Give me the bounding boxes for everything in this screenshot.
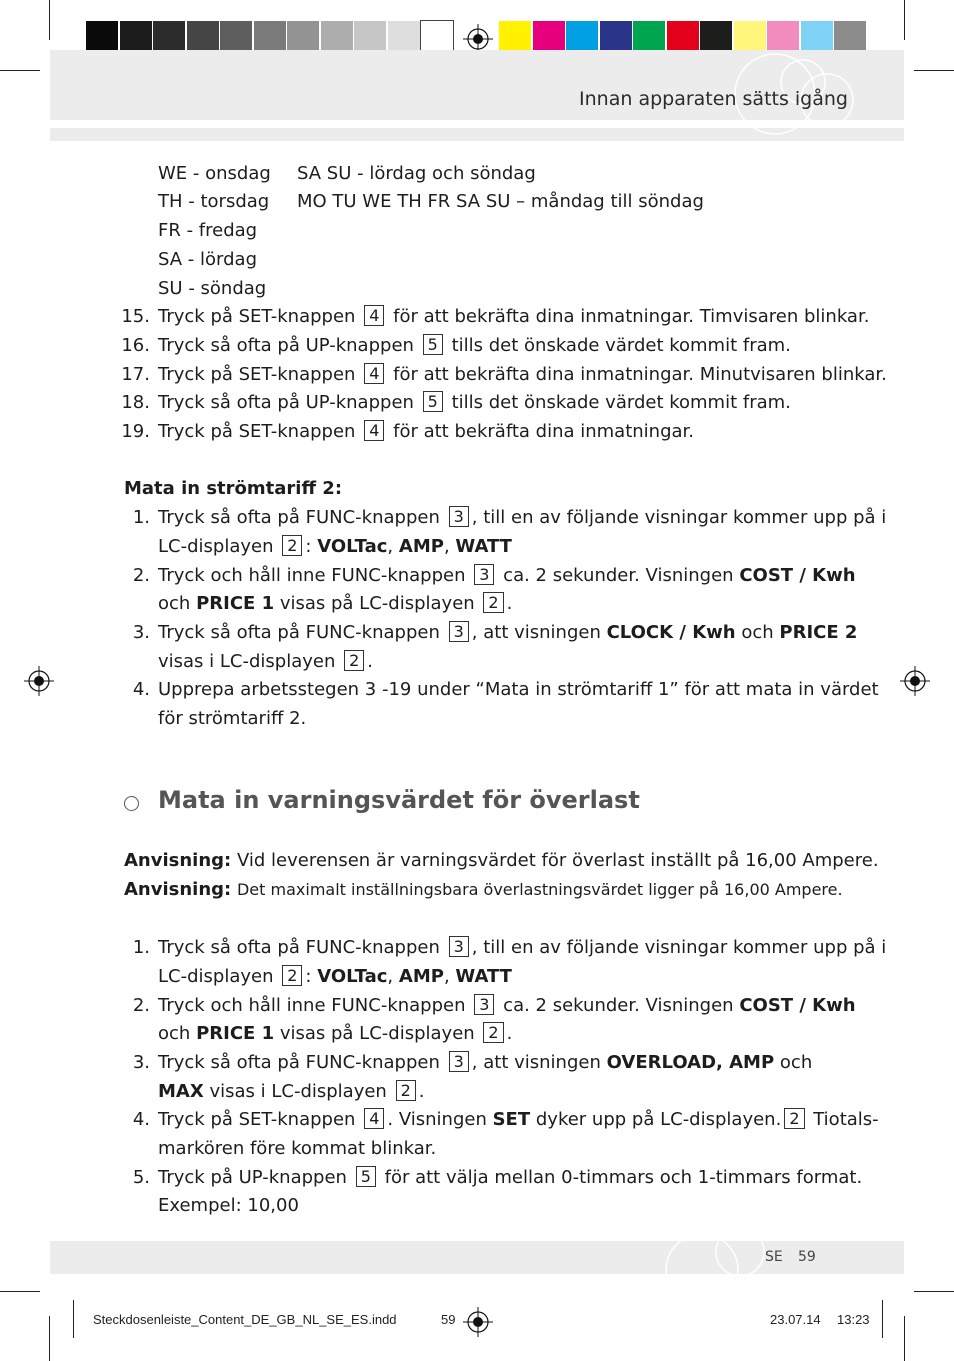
step-text: LC-displayen (158, 536, 274, 557)
step-number: 4. (132, 1109, 150, 1130)
step-text: LC-displayen (158, 966, 274, 987)
circle-bullet-icon (124, 796, 139, 811)
print-date: 23.07.14 (770, 1312, 821, 1327)
display-keyword: CLOCK / Kwh (606, 622, 736, 643)
file-name: Steckdosenleiste_Content_DE_GB_NL_SE_ES.indd (93, 1312, 397, 1327)
step-text: . Visningen (387, 1109, 487, 1130)
step-text: Exempel: 10,00 (158, 1195, 299, 1216)
day-item: SU - söndag (158, 278, 267, 299)
display-keyword: PRICE 2 (779, 622, 858, 643)
step-text: ca. 2 sekunder. Visningen (503, 995, 734, 1016)
reference-box: 2 (784, 1108, 804, 1129)
step-text: markören före kommat blinkar. (158, 1138, 437, 1159)
decorative-circles-icon (660, 1222, 770, 1277)
reference-box: 2 (282, 965, 302, 986)
step-text: dyker upp på LC-displayen. (535, 1109, 782, 1130)
section-heading: Mata in strömtariff 2: (124, 478, 343, 499)
registration-mark-icon (24, 666, 54, 696)
reference-box: 4 (364, 420, 384, 441)
day-item: SA - lördag (158, 249, 257, 270)
step-text: för att välja mellan 0-timmars och 1-timmars format. (384, 1167, 863, 1188)
crop-mark (49, 1316, 50, 1361)
step-text: visas på LC-displayen (279, 1023, 475, 1044)
display-keyword: PRICE 1 (196, 593, 275, 614)
step-number: 15. (121, 306, 150, 327)
section-title: Mata in varningsvärdet för överlast (158, 786, 640, 814)
step-text: Tryck så ofta på FUNC-knappen (158, 937, 440, 958)
reference-box: 2 (483, 592, 503, 613)
step-text: Tryck så ofta på FUNC-knappen (158, 1052, 440, 1073)
reference-box: 2 (282, 535, 302, 556)
step-text: visas på LC-displayen (279, 593, 475, 614)
step-text: , att visningen (471, 622, 601, 643)
step-number: 16. (121, 335, 150, 356)
step-number: 3. (132, 1052, 150, 1073)
reference-box: 5 (423, 334, 443, 355)
step-text: visas i LC-displayen (158, 651, 336, 672)
step-text: Tryck på SET-knappen (158, 306, 356, 327)
step-text: Tryck så ofta på FUNC-knappen (158, 622, 440, 643)
display-keyword: WATT (455, 966, 512, 987)
print-time: 13:23 (837, 1312, 870, 1327)
step-text: ca. 2 sekunder. Visningen (503, 565, 734, 586)
step-text: och (158, 1023, 191, 1044)
step-number: 2. (132, 565, 150, 586)
reference-box: 3 (474, 994, 494, 1015)
reference-box: 3 (449, 1051, 469, 1072)
display-keyword: VOLTac (317, 536, 388, 557)
separator: , (443, 966, 450, 987)
crop-mark (0, 70, 40, 71)
step-number: 1. (132, 507, 150, 528)
step-text: , till en av följande visningar kommer upp på i (471, 937, 887, 958)
step-text: . (367, 651, 374, 672)
step-text: och (779, 1052, 813, 1073)
step-text: . (506, 1023, 513, 1044)
display-keyword: WATT (455, 536, 512, 557)
day-item: MO TU WE TH FR SA SU – måndag till söndag (297, 191, 704, 212)
reference-box: 4 (364, 363, 384, 384)
crop-mark (0, 1291, 40, 1292)
day-item: TH - torsdag (158, 191, 270, 212)
reference-box: 3 (449, 936, 469, 957)
note-label: Anvisning: (124, 879, 232, 900)
display-keyword: MAX (158, 1081, 204, 1102)
reference-box: 5 (423, 391, 443, 412)
step-text: Tiotals- (813, 1109, 879, 1130)
step-text: Tryck på UP-knappen (158, 1167, 347, 1188)
crop-mark (882, 1300, 883, 1338)
step-number: 4. (132, 679, 150, 700)
step-text: för att bekräfta dina inmatningar. Minutvisaren blinkar. (393, 364, 887, 385)
step-text: visas i LC-displayen (209, 1081, 387, 1102)
step-text: för strömtariff 2. (158, 708, 307, 729)
reference-box: 2 (483, 1022, 503, 1043)
step-text: tills det önskade värdet kommit fram. (451, 335, 791, 356)
crop-mark (904, 1316, 905, 1361)
reference-box: 2 (344, 650, 364, 671)
header-title: Innan apparaten sätts igång (579, 88, 848, 110)
step-text: och (741, 622, 774, 643)
step-number: 17. (121, 364, 150, 385)
step-text: Upprepa arbetsstegen 3 -19 under “Mata in strömtariff 1” för att mata in värdet (158, 679, 879, 700)
display-keyword: AMP (398, 966, 444, 987)
step-text: Tryck på SET-knappen (158, 1109, 356, 1130)
note (124, 878, 843, 902)
reference-box: 3 (474, 564, 494, 585)
reference-box: 5 (356, 1166, 376, 1187)
step-text: Tryck så ofta på UP-knappen (158, 392, 414, 413)
note-label: Anvisning: (124, 850, 232, 871)
step-text: Tryck och håll inne FUNC-knappen (158, 995, 466, 1016)
display-keyword: VOLTac (317, 966, 388, 987)
reference-box: 3 (449, 621, 469, 642)
separator: , (443, 536, 450, 557)
separator: : (305, 536, 312, 557)
reference-box: 4 (364, 305, 384, 326)
step-number: 19. (121, 421, 150, 442)
crop-mark (914, 70, 954, 71)
display-keyword: AMP (398, 536, 444, 557)
step-text: tills det önskade värdet kommit fram. (451, 392, 791, 413)
step-text: för att bekräfta dina inmatningar. (393, 421, 695, 442)
step-text: Tryck och håll inne FUNC-knappen (158, 565, 466, 586)
crop-mark (914, 1291, 954, 1292)
display-keyword: PRICE 1 (196, 1023, 275, 1044)
step-text: Tryck så ofta på UP-knappen (158, 335, 414, 356)
reference-box: 3 (449, 506, 469, 527)
day-item: WE - onsdag (158, 163, 271, 184)
note (124, 849, 879, 873)
step-text: , till en av följande visningar kommer upp på i (471, 507, 887, 528)
separator: , (387, 966, 394, 987)
step-text: Tryck på SET-knappen (158, 364, 356, 385)
step-text: Tryck så ofta på FUNC-knappen (158, 507, 440, 528)
separator: , (387, 536, 394, 557)
crop-mark (904, 0, 905, 40)
step-text: för att bekräfta dina inmatningar. Timvisaren blinkar. (393, 306, 870, 327)
language-code: SE (765, 1249, 783, 1265)
step-number: 3. (132, 622, 150, 643)
file-page: 59 (441, 1312, 456, 1327)
step-number: 1. (132, 937, 150, 958)
reference-box: 2 (396, 1080, 416, 1101)
step-text: . (506, 593, 513, 614)
note-text: Vid leverensen är varningsvärdet för överlast inställt på 16,00 Ampere. (236, 850, 879, 871)
step-text: . (418, 1081, 425, 1102)
step-number: 5. (132, 1167, 150, 1188)
separator: : (305, 966, 312, 987)
display-keyword: SET (492, 1109, 531, 1130)
step-number: 2. (132, 995, 150, 1016)
reference-box: 4 (364, 1108, 384, 1129)
registration-mark-icon (900, 666, 930, 696)
day-item: FR - fredag (158, 220, 258, 241)
page-number: 59 (798, 1249, 816, 1265)
step-text: , att visningen (471, 1052, 601, 1073)
display-keyword: COST / Kwh (739, 995, 856, 1016)
display-keyword: COST / Kwh (739, 565, 856, 586)
display-keyword: OVERLOAD, AMP (606, 1052, 775, 1073)
crop-mark (73, 1300, 74, 1338)
registration-mark-icon (463, 1307, 493, 1337)
step-text: och (158, 593, 191, 614)
step-text: Tryck på SET-knappen (158, 421, 356, 442)
day-item: SA SU - lördag och söndag (297, 163, 536, 184)
step-number: 18. (121, 392, 150, 413)
note-text: Det maximalt inställningsbara överlastningsvärdet ligger på 16,00 Ampere. (236, 880, 843, 899)
crop-mark (49, 0, 50, 40)
